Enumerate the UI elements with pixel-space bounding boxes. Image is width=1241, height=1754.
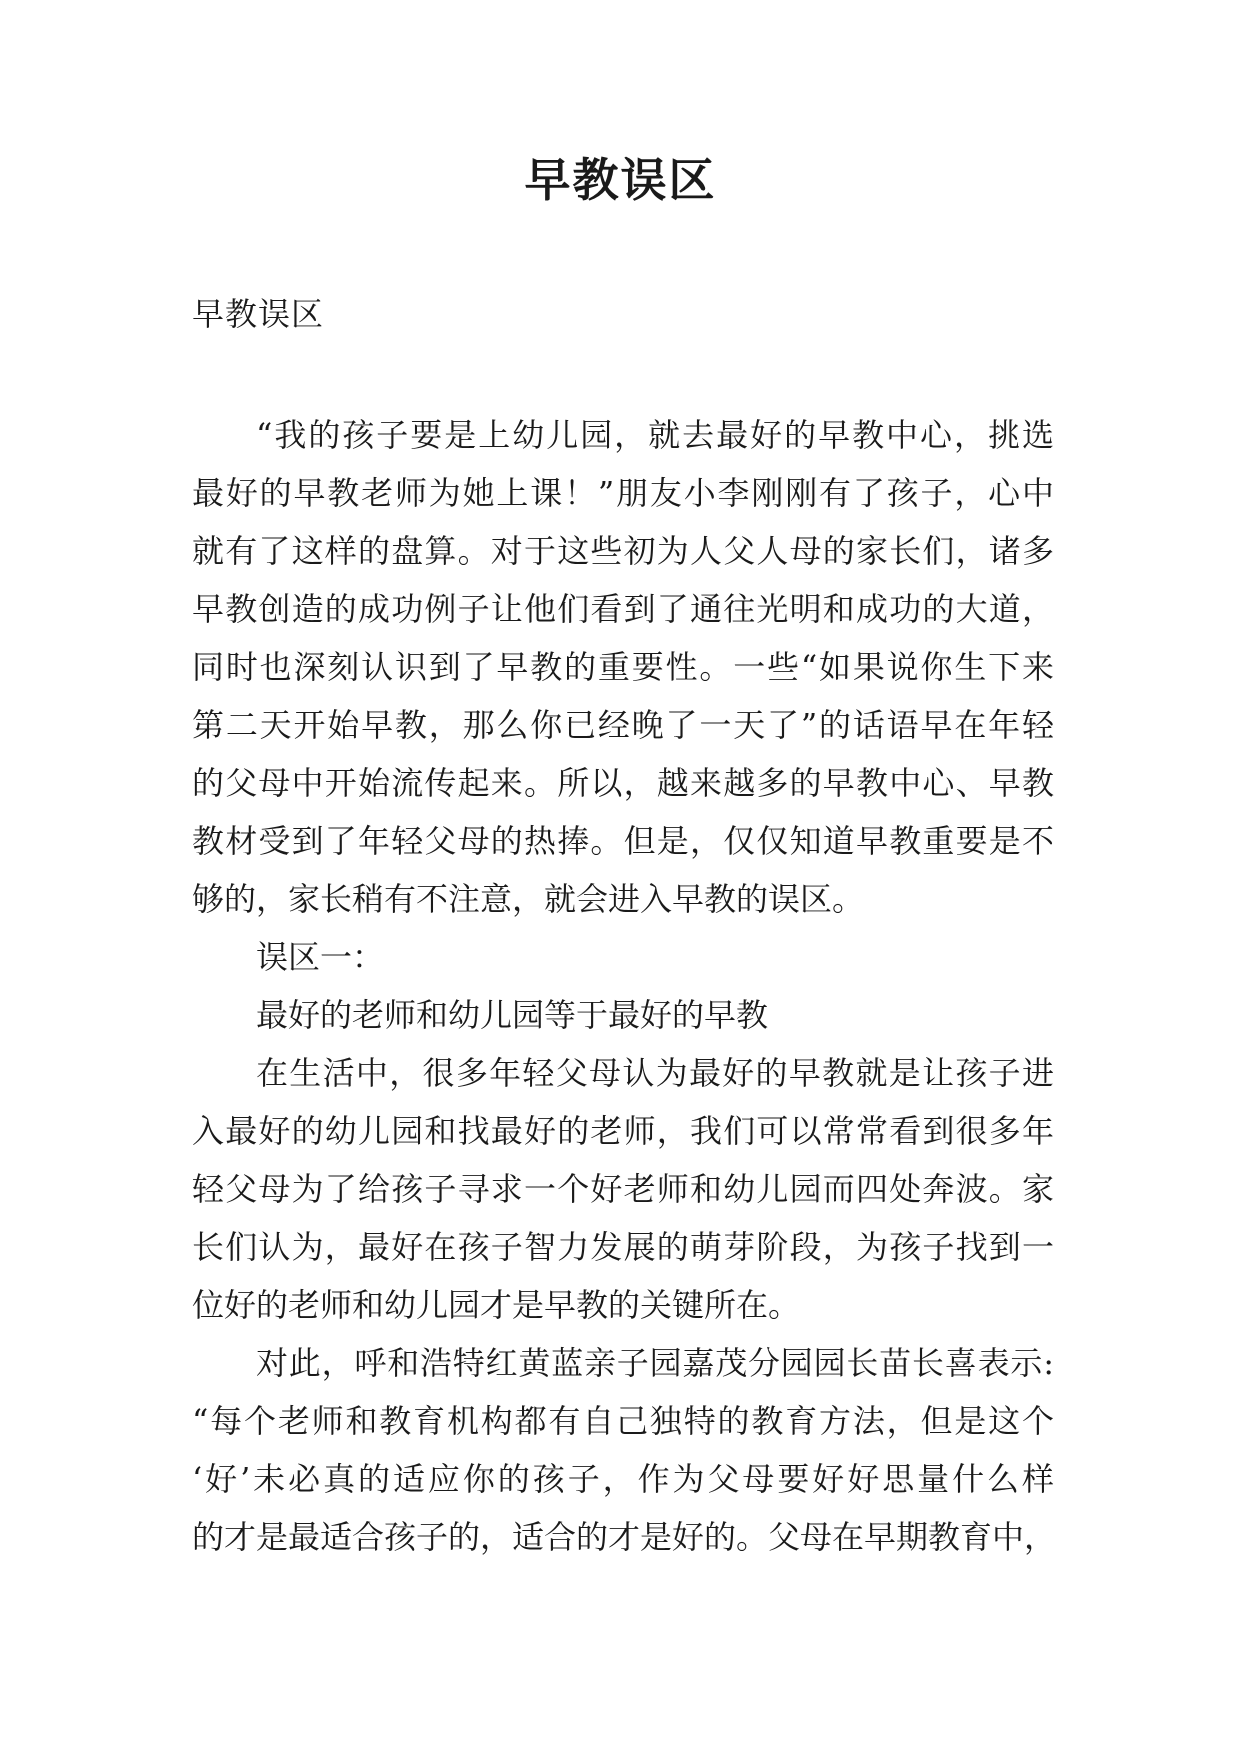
text-line: 轻父母为了给孩子寻求一个好老师和幼儿园而四处奔波。家 (192, 1170, 1054, 1208)
text-line: 入最好的幼儿园和找最好的老师，我们可以常常看到很多年 (192, 1112, 1054, 1150)
document-body (192, 406, 1057, 1566)
text-line: 位好的老师和幼儿园才是早教的关键所在。 (192, 1286, 801, 1324)
text-line: 够的，家长稍有不注意，就会进入早教的误区。 (192, 880, 865, 918)
text-line: 第二天开始早教，那么你已经晚了一天了”的话语早在年轻 (192, 706, 1054, 744)
document-subtitle: 早教误区 (192, 295, 325, 333)
text-line: “我的孩子要是上幼儿园，就去最好的早教中心，挑选 (256, 416, 1054, 454)
text-line: 教材受到了年轻父母的热捧。但是，仅仅知道早教重要是不 (192, 822, 1054, 860)
text-line: 同时也深刻认识到了早教的重要性。一些“如果说你生下来 (192, 648, 1054, 686)
text-line: 长们认为，最好在孩子智力发展的萌芽阶段，为孩子找到一 (192, 1228, 1054, 1266)
text-line: 最好的老师和幼儿园等于最好的早教 (256, 996, 769, 1034)
text-line: 在生活中，很多年轻父母认为最好的早教就是让孩子进 (256, 1054, 1054, 1092)
text-line: 最好的早教老师为她上课！”朋友小李刚刚有了孩子，心中 (192, 474, 1054, 512)
document-title: 早教误区 (524, 153, 717, 207)
text-line: 早教创造的成功例子让他们看到了通往光明和成功的大道， (192, 590, 1054, 628)
text-line: 对此，呼和浩特红黄蓝亲子园嘉茂分园园长苗长喜表示: (256, 1344, 1054, 1382)
text-line: 就有了这样的盘算。对于这些初为人父人母的家长们，诸多 (192, 532, 1054, 570)
text-line: “每个老师和教育机构都有自己独特的教育方法，但是这个 (192, 1402, 1054, 1440)
text-line: 的父母中开始流传起来。所以，越来越多的早教中心、早教 (192, 764, 1054, 802)
text-line: ‘好’未必真的适应你的孩子，作为父母要好好思量什么样 (192, 1460, 1054, 1498)
text-line: 的才是最适合孩子的，适合的才是好的。父母在早期教育中， (192, 1518, 1057, 1556)
text-line: 误区一： (256, 938, 385, 976)
